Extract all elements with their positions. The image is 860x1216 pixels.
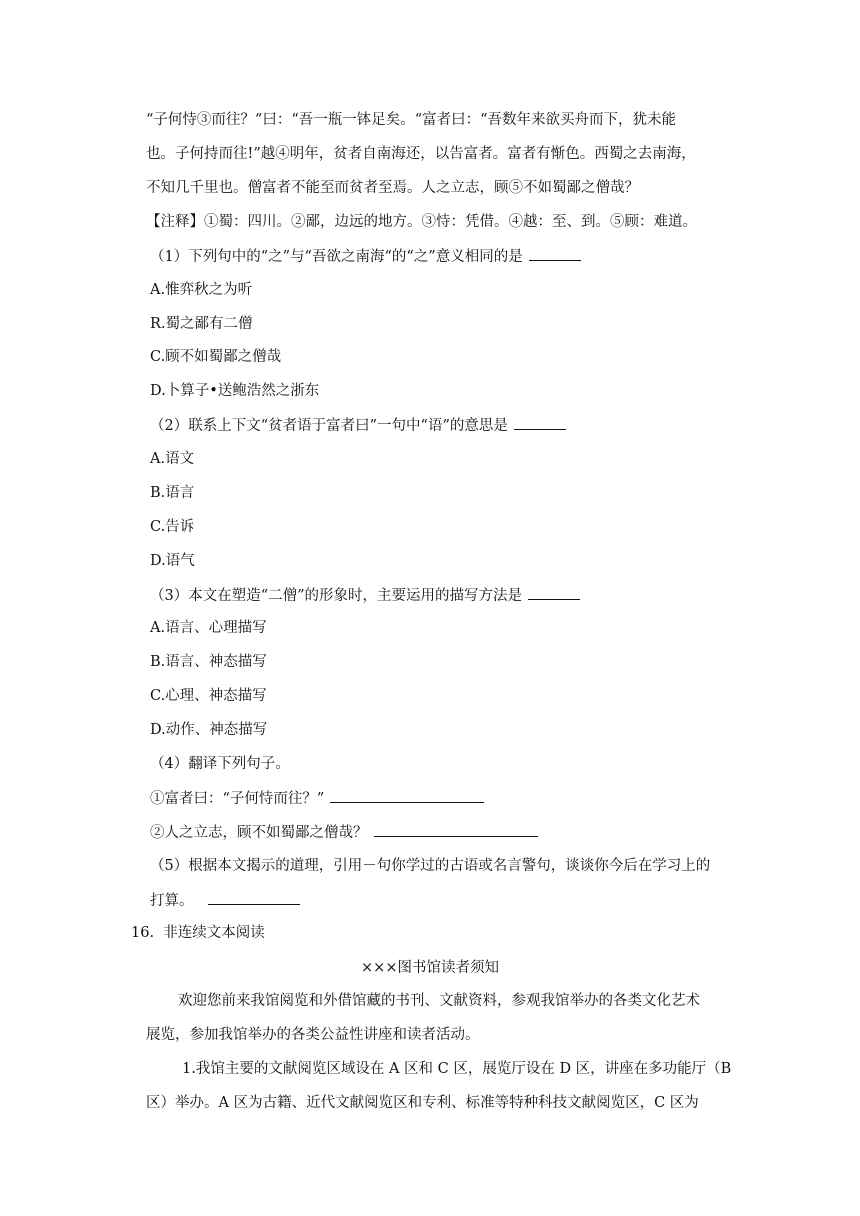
question-3-stem [150,585,580,606]
option-c: C.心理、神态描写 [150,688,267,704]
option-d: D.语气 [150,553,195,569]
question-4-stem: （4）翻译下列句子。 [150,756,290,772]
notice-rule-line: 1.我馆主要的文献阅览区域设在 A 区和 C 区，展览厅设在 D 区，讲座在多功能厅（B [182,1061,732,1077]
answer-blank[interactable] [330,788,484,803]
notice-intro-line: 展览，参加我馆举办的各类公益性讲座和读者活动。 [146,1027,480,1043]
translation-item-2 [150,822,538,843]
translation-sentence: ①富者曰：“子何恃而往？” [150,791,325,807]
option-d: D.动作、神态描写 [150,722,268,738]
option-b: R.蜀之鄙有二僧 [150,316,253,332]
question-1-stem [150,246,581,267]
option-a: A.语文 [150,451,195,467]
passage-line: 不知几千里也。僧富者不能至而贫者至焉。人之立志，顾⑤不如蜀鄙之僧哉？ [146,180,639,196]
option-b: B.语言、神态描写 [150,654,267,670]
option-a: A.惟弈秋之为听 [150,282,253,298]
answer-blank[interactable] [514,415,566,430]
question-text: 打算。 [150,893,194,909]
section-16-heading [131,923,265,943]
question-5-continued [150,890,300,911]
option-d: D.卜算子•送鲍浩然之浙东 [150,383,320,399]
translation-item-1 [150,788,484,809]
answer-blank[interactable] [529,246,581,261]
notice-rule-line: 区）举办。A 区为古籍、近代文献阅览区和专利、标准等特种科技文献阅览区，C 区为 [146,1095,699,1111]
answer-blank[interactable] [208,890,300,905]
question-number: 16. [131,925,155,941]
notice-title: ×××图书馆读者须知 [361,960,499,976]
question-text: （3）本文在塑造“二僧”的形象时，主要运用的描写方法是 [150,588,523,604]
option-c: C.顾不如蜀鄙之僧哉 [150,349,282,365]
passage-line: “子何恃③而往？“曰：“吾一瓶一钵足矣。“富者曰：“吾数年来欲买舟而下，犹未能 [146,112,677,128]
answer-blank[interactable] [528,585,580,600]
section-label: 非连续文本阅读 [163,925,265,941]
notice-intro-line: 欢迎您前来我馆阅览和外借馆藏的书刊、文献资料，参观我馆举办的各类文化艺术 [178,993,700,1009]
question-text: （1）下列句中的“之”与“吾欲之南海“的“之”意义相同的是 [150,249,523,265]
question-2-stem [150,415,566,436]
answer-blank[interactable] [374,822,538,837]
question-text: （2）联系上下文“贫者语于富者曰”一句中“语”的意思是 [150,418,508,434]
translation-sentence: ②人之立志，顾不如蜀鄙之僧哉？ [150,825,368,841]
option-c: C.告诉 [150,519,195,535]
option-b: B.语言 [150,485,195,501]
annotation-notes: 【注释】①蜀：四川。②鄙，边远的地方。③恃：凭借。④越：至、到。⑤顾：难道。 [146,214,697,230]
question-5-stem: （5）根据本文揭示的道理，引用－句你学过的古语或名言警句，谈谈你今后在学习上的 [150,858,711,874]
passage-line: 也。子何持而往!”越④明年，贫者自南海还，以告富者。富者有惭色。西蜀之去南海， [146,146,696,162]
option-a: A.语言、心理描写 [150,620,267,636]
